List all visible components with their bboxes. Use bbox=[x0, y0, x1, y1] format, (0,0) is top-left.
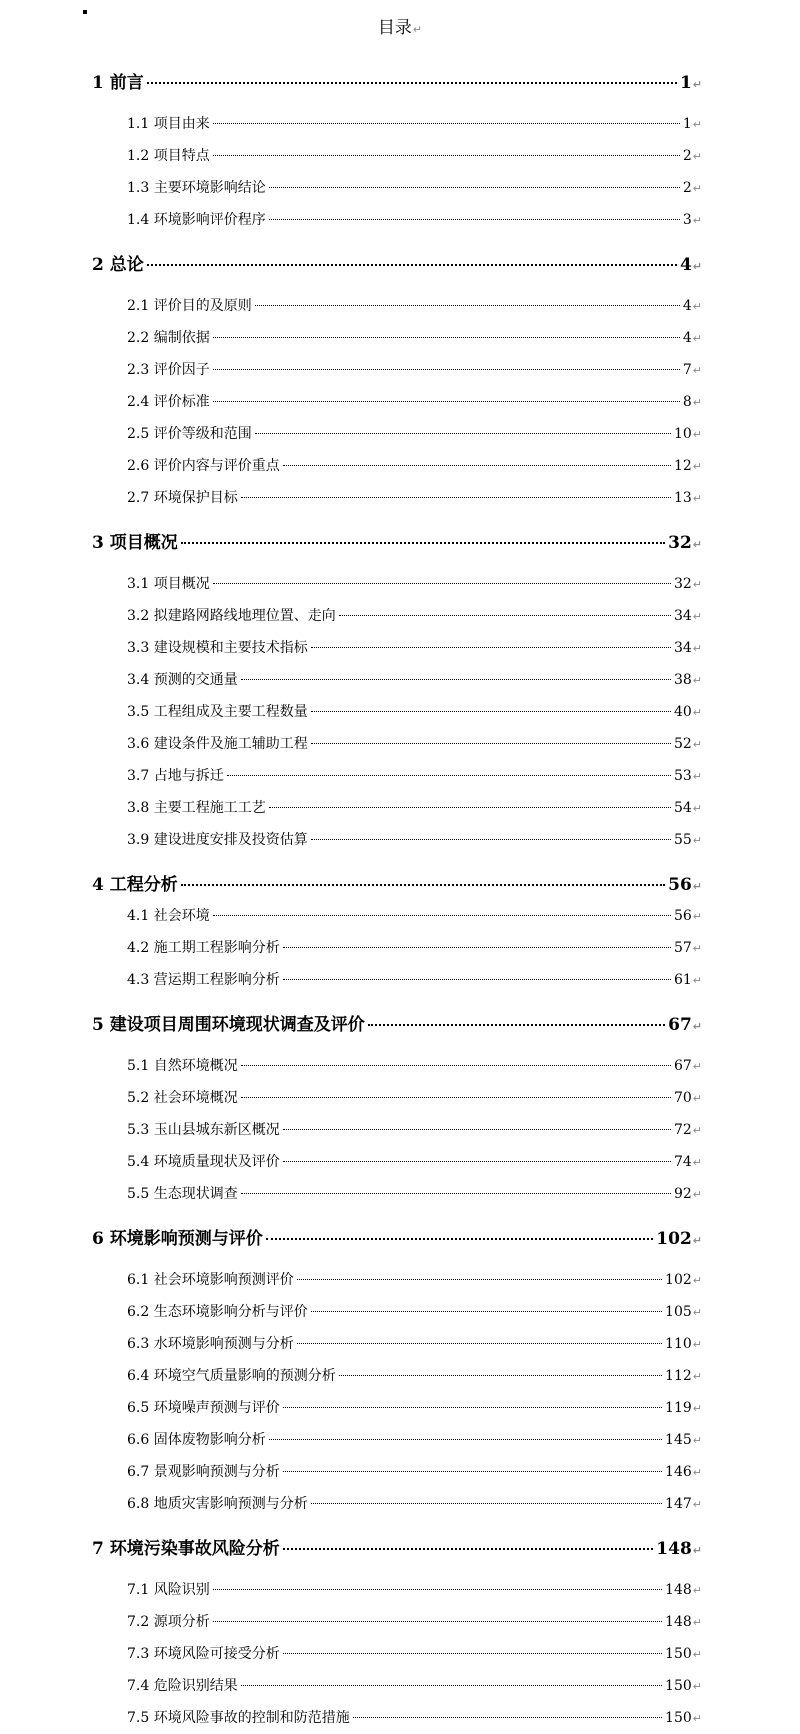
toc-page-number: 34 bbox=[673, 640, 692, 656]
toc-entry-label: 1.3 主要环境影响结论 bbox=[127, 180, 266, 196]
toc-section-entry[interactable] bbox=[127, 455, 702, 475]
toc-section-entry[interactable] bbox=[127, 1365, 702, 1385]
toc-entry-label: 3.2 拟建路网路线地理位置、走向 bbox=[127, 608, 336, 624]
dot-leader bbox=[255, 433, 671, 434]
dot-leader bbox=[147, 82, 677, 84]
dot-leader bbox=[311, 743, 671, 744]
paragraph-mark-icon: ↵ bbox=[692, 260, 702, 273]
toc-page-number: 4 bbox=[679, 255, 692, 275]
paragraph-mark-icon: ↵ bbox=[692, 364, 702, 377]
toc-section-entry[interactable] bbox=[127, 1643, 702, 1663]
toc-section-entry[interactable] bbox=[127, 733, 702, 753]
dot-leader bbox=[283, 1161, 671, 1162]
paragraph-mark-icon: ↵ bbox=[692, 674, 702, 687]
toc-page-number: 1 bbox=[679, 73, 692, 93]
dot-leader bbox=[269, 219, 680, 220]
corner-mark bbox=[83, 10, 87, 14]
paragraph-mark-icon: ↵ bbox=[692, 1584, 702, 1597]
toc-page-number: 7 bbox=[682, 362, 692, 378]
dot-leader bbox=[241, 1193, 671, 1194]
toc-entry-label: 6.5 环境噪声预测与评价 bbox=[127, 1400, 280, 1416]
toc-section-entry[interactable] bbox=[127, 797, 702, 817]
toc-section-entry[interactable] bbox=[127, 1119, 702, 1139]
toc-page-number: 147 bbox=[665, 1496, 692, 1512]
toc-entry-label: 7 环境污染事故风险分析 bbox=[92, 1539, 280, 1559]
paragraph-mark-icon: ↵ bbox=[692, 118, 702, 131]
dot-leader bbox=[147, 264, 677, 266]
dot-leader bbox=[311, 711, 671, 712]
dot-leader bbox=[213, 1589, 662, 1590]
toc-section-entry[interactable] bbox=[127, 605, 702, 625]
toc-entry-label: 2.7 环境保护目标 bbox=[127, 490, 238, 506]
toc-page-number: 150 bbox=[665, 1646, 692, 1662]
toc-chapter-entry[interactable] bbox=[92, 1534, 702, 1559]
dot-leader bbox=[266, 1238, 654, 1240]
dot-leader bbox=[283, 1129, 671, 1130]
paragraph-mark-icon: ↵ bbox=[692, 1498, 702, 1511]
toc-page-number: 105 bbox=[665, 1304, 692, 1320]
paragraph-mark-icon: ↵ bbox=[692, 910, 702, 923]
toc-page-number: 40 bbox=[673, 704, 692, 720]
toc-entry-label: 7.2 源项分析 bbox=[127, 1614, 210, 1630]
dot-leader bbox=[213, 915, 671, 916]
paragraph-mark-icon: ↵ bbox=[692, 538, 702, 551]
toc-section-entry[interactable] bbox=[127, 1333, 702, 1353]
toc-entry-label: 3.1 项目概况 bbox=[127, 576, 210, 592]
toc-page-number: 145 bbox=[665, 1432, 692, 1448]
toc-section-entry[interactable] bbox=[127, 1579, 702, 1599]
toc-chapter-entry[interactable] bbox=[92, 68, 702, 93]
toc-section-entry[interactable] bbox=[127, 423, 702, 443]
dot-leader bbox=[269, 187, 680, 188]
toc-section-entry[interactable] bbox=[127, 669, 702, 689]
toc-page-number: 102 bbox=[665, 1272, 692, 1288]
toc-page-number: 34 bbox=[673, 608, 692, 624]
toc-page-number: 10 bbox=[673, 426, 692, 442]
toc-entry-label: 7.1 风险识别 bbox=[127, 1582, 210, 1598]
dot-leader bbox=[283, 1471, 662, 1472]
dot-leader bbox=[213, 369, 680, 370]
paragraph-mark-icon: ↵ bbox=[692, 300, 702, 313]
toc-entry-label: 6.6 固体废物影响分析 bbox=[127, 1432, 266, 1448]
toc-entry-label: 2.2 编制依据 bbox=[127, 330, 210, 346]
dot-leader bbox=[181, 884, 665, 886]
toc-page-number: 54 bbox=[673, 800, 692, 816]
toc-section-entry[interactable] bbox=[127, 1183, 702, 1203]
toc-entry-label: 1.1 项目由来 bbox=[127, 116, 210, 132]
paragraph-mark-icon: ↵ bbox=[692, 1060, 702, 1073]
paragraph-mark-icon: ↵ bbox=[692, 706, 702, 719]
toc-page-number: 53 bbox=[673, 768, 692, 784]
toc-entry-label: 1.4 环境影响评价程序 bbox=[127, 212, 266, 228]
toc-section-entry[interactable] bbox=[127, 1675, 702, 1695]
toc-chapter-entry[interactable] bbox=[92, 1224, 702, 1249]
toc-entry-label: 6 环境影响预测与评价 bbox=[92, 1229, 263, 1249]
paragraph-mark-icon: ↵ bbox=[692, 1402, 702, 1415]
toc-section-entry[interactable] bbox=[127, 391, 702, 411]
toc-section-entry[interactable] bbox=[127, 1397, 702, 1417]
toc-chapter-entry[interactable] bbox=[92, 1010, 702, 1035]
paragraph-mark-icon: ↵ bbox=[692, 1234, 702, 1247]
toc-entry-label: 2.5 评价等级和范围 bbox=[127, 426, 252, 442]
toc-page-number: 102 bbox=[656, 1229, 692, 1249]
toc-page-number: 67 bbox=[668, 1015, 692, 1035]
toc-section-entry[interactable] bbox=[127, 1151, 702, 1171]
toc-section-entry[interactable] bbox=[127, 937, 702, 957]
dot-leader bbox=[241, 1097, 671, 1098]
toc-section-entry[interactable] bbox=[127, 765, 702, 785]
dot-leader bbox=[213, 1621, 662, 1622]
toc-title: 目录↵ bbox=[377, 18, 423, 38]
toc-page-number: 61 bbox=[673, 972, 692, 988]
dot-leader bbox=[269, 1439, 662, 1440]
toc-entry-label: 5.4 环境质量现状及评价 bbox=[127, 1154, 280, 1170]
toc-section-entry[interactable] bbox=[127, 829, 702, 849]
toc-entry-label: 6.7 景观影响预测与分析 bbox=[127, 1464, 280, 1480]
toc-page-number: 67 bbox=[673, 1058, 692, 1074]
toc-section-entry[interactable] bbox=[127, 359, 702, 379]
toc-entry-label: 1 前言 bbox=[92, 73, 144, 93]
dot-leader bbox=[227, 775, 671, 776]
toc-entry-label: 7.4 危险识别结果 bbox=[127, 1678, 238, 1694]
paragraph-mark-icon: ↵ bbox=[692, 578, 702, 591]
paragraph-mark-icon: ↵ bbox=[692, 1466, 702, 1479]
toc-section-entry[interactable] bbox=[127, 1269, 702, 1289]
toc-page-number: 112 bbox=[665, 1368, 692, 1384]
toc-page-number: 150 bbox=[665, 1678, 692, 1694]
dot-leader bbox=[213, 583, 671, 584]
paragraph-mark-icon: ↵ bbox=[692, 1338, 702, 1351]
dot-leader bbox=[241, 1685, 662, 1686]
paragraph-mark-icon: ↵ bbox=[692, 1544, 702, 1557]
toc-section-entry[interactable] bbox=[127, 1611, 702, 1631]
dot-leader bbox=[241, 497, 671, 498]
toc-page-number: 72 bbox=[673, 1122, 692, 1138]
toc-page-number: 57 bbox=[673, 940, 692, 956]
toc-page-number: 70 bbox=[673, 1090, 692, 1106]
paragraph-mark-icon: ↵ bbox=[692, 396, 702, 409]
paragraph-mark-icon: ↵ bbox=[692, 770, 702, 783]
toc-section-entry[interactable] bbox=[127, 327, 702, 347]
paragraph-mark-icon: ↵ bbox=[692, 1156, 702, 1169]
toc-section-entry[interactable] bbox=[127, 1707, 702, 1727]
toc-chapter-entry[interactable] bbox=[92, 870, 702, 895]
toc-section-entry[interactable] bbox=[127, 1087, 702, 1107]
toc-entry-label: 2 总论 bbox=[92, 255, 144, 275]
toc-section-entry[interactable] bbox=[127, 1493, 702, 1513]
toc-page-number: 119 bbox=[665, 1400, 692, 1416]
toc-page-number: 146 bbox=[665, 1464, 692, 1480]
paragraph-mark-icon: ↵ bbox=[692, 1092, 702, 1105]
toc-section-entry[interactable] bbox=[127, 701, 702, 721]
toc-entry-label: 5.1 自然环境概况 bbox=[127, 1058, 238, 1074]
toc-page-number: 148 bbox=[665, 1614, 692, 1630]
toc-entry-label: 4.3 营运期工程影响分析 bbox=[127, 972, 280, 988]
dot-leader bbox=[353, 1717, 662, 1718]
paragraph-mark-icon: ↵ bbox=[692, 738, 702, 751]
dot-leader bbox=[269, 807, 671, 808]
toc-page-number: 110 bbox=[665, 1336, 692, 1352]
toc-page-number: 8 bbox=[682, 394, 692, 410]
paragraph-mark-icon: ↵ bbox=[692, 1306, 702, 1319]
paragraph-mark-icon: ↵ bbox=[692, 1188, 702, 1201]
toc-entry-label: 6.8 地质灾害影响预测与分析 bbox=[127, 1496, 308, 1512]
paragraph-mark-icon: ↵ bbox=[692, 610, 702, 623]
paragraph-mark-icon: ↵ bbox=[412, 23, 423, 36]
toc-page-number: 55 bbox=[673, 832, 692, 848]
dot-leader bbox=[283, 979, 671, 980]
paragraph-mark-icon: ↵ bbox=[692, 492, 702, 505]
toc-entry-label: 6.4 环境空气质量影响的预测分析 bbox=[127, 1368, 336, 1384]
dot-leader bbox=[297, 1279, 662, 1280]
paragraph-mark-icon: ↵ bbox=[692, 1712, 702, 1725]
toc-entry-label: 3 项目概况 bbox=[92, 533, 178, 553]
toc-entry-label: 6.3 水环境影响预测与分析 bbox=[127, 1336, 294, 1352]
toc-page-number: 2 bbox=[682, 180, 692, 196]
dot-leader bbox=[339, 1375, 662, 1376]
toc-section-entry[interactable] bbox=[127, 637, 702, 657]
toc-entry-label: 7.3 环境风险可接受分析 bbox=[127, 1646, 280, 1662]
toc-page-number: 32 bbox=[673, 576, 692, 592]
toc-section-entry[interactable] bbox=[127, 145, 702, 165]
dot-leader bbox=[339, 615, 671, 616]
toc-entry-label: 2.1 评价目的及原则 bbox=[127, 298, 252, 314]
toc-section-entry[interactable] bbox=[127, 177, 702, 197]
toc-section-entry[interactable] bbox=[127, 295, 702, 315]
paragraph-mark-icon: ↵ bbox=[692, 834, 702, 847]
paragraph-mark-icon: ↵ bbox=[692, 642, 702, 655]
toc-page-number: 38 bbox=[673, 672, 692, 688]
toc-page-number: 1 bbox=[682, 116, 692, 132]
toc-page-number: 4 bbox=[682, 330, 692, 346]
dot-leader bbox=[311, 839, 671, 840]
toc-chapter-entry[interactable] bbox=[92, 250, 702, 275]
toc-page-number: 2 bbox=[682, 148, 692, 164]
dot-leader bbox=[213, 337, 680, 338]
paragraph-mark-icon: ↵ bbox=[692, 1680, 702, 1693]
toc-entry-label: 5.2 社会环境概况 bbox=[127, 1090, 238, 1106]
toc-page-number: 148 bbox=[665, 1582, 692, 1598]
dot-leader bbox=[213, 401, 680, 402]
toc-entry-label: 5.5 生态现状调查 bbox=[127, 1186, 238, 1202]
dot-leader bbox=[241, 679, 671, 680]
paragraph-mark-icon: ↵ bbox=[692, 1274, 702, 1287]
toc-entry-label: 3.3 建设规模和主要技术指标 bbox=[127, 640, 308, 656]
toc-entry-label: 2.4 评价标准 bbox=[127, 394, 210, 410]
dot-leader bbox=[283, 465, 671, 466]
toc-entry-label: 1.2 项目特点 bbox=[127, 148, 210, 164]
toc-entry-label: 3.4 预测的交通量 bbox=[127, 672, 238, 688]
dot-leader bbox=[297, 1343, 662, 1344]
paragraph-mark-icon: ↵ bbox=[692, 1020, 702, 1033]
dot-leader bbox=[213, 155, 680, 156]
toc-section-entry[interactable] bbox=[127, 969, 702, 989]
toc-section-entry[interactable] bbox=[127, 1301, 702, 1321]
paragraph-mark-icon: ↵ bbox=[692, 78, 702, 91]
toc-entry-label: 6.1 社会环境影响预测评价 bbox=[127, 1272, 294, 1288]
toc-section-entry[interactable] bbox=[127, 905, 702, 925]
toc-entry-label: 3.9 建设进度安排及投资估算 bbox=[127, 832, 308, 848]
toc-entry-label: 4 工程分析 bbox=[92, 875, 178, 895]
toc-entry-label: 3.5 工程组成及主要工程数量 bbox=[127, 704, 308, 720]
dot-leader bbox=[368, 1024, 665, 1026]
toc-page-number: 56 bbox=[673, 908, 692, 924]
paragraph-mark-icon: ↵ bbox=[692, 1616, 702, 1629]
dot-leader bbox=[283, 1653, 662, 1654]
dot-leader bbox=[283, 1407, 662, 1408]
toc-chapter-entry[interactable] bbox=[92, 528, 702, 553]
dot-leader bbox=[213, 123, 680, 124]
toc-page-number: 32 bbox=[668, 533, 692, 553]
toc-page-number: 4 bbox=[682, 298, 692, 314]
toc-page-number: 92 bbox=[673, 1186, 692, 1202]
dot-leader bbox=[255, 305, 680, 306]
toc-entry-label: 3.6 建设条件及施工辅助工程 bbox=[127, 736, 308, 752]
toc-section-entry[interactable] bbox=[127, 113, 702, 133]
dot-leader bbox=[181, 542, 665, 544]
paragraph-mark-icon: ↵ bbox=[692, 1434, 702, 1447]
toc-section-entry[interactable] bbox=[127, 1055, 702, 1075]
dot-leader bbox=[241, 1065, 671, 1066]
paragraph-mark-icon: ↵ bbox=[692, 802, 702, 815]
toc-entry-label: 3.7 占地与拆迁 bbox=[127, 768, 224, 784]
paragraph-mark-icon: ↵ bbox=[692, 332, 702, 345]
toc-entry-label: 3.8 主要工程施工工艺 bbox=[127, 800, 266, 816]
toc-page-number: 13 bbox=[673, 490, 692, 506]
paragraph-mark-icon: ↵ bbox=[692, 1370, 702, 1383]
toc-page-number: 3 bbox=[682, 212, 692, 228]
paragraph-mark-icon: ↵ bbox=[692, 460, 702, 473]
dot-leader bbox=[311, 647, 671, 648]
toc-entry-label: 6.2 生态环境影响分析与评价 bbox=[127, 1304, 308, 1320]
paragraph-mark-icon: ↵ bbox=[692, 974, 702, 987]
dot-leader bbox=[283, 1548, 654, 1550]
paragraph-mark-icon: ↵ bbox=[692, 150, 702, 163]
toc-entry-label: 5 建设项目周围环境现状调查及评价 bbox=[92, 1015, 365, 1035]
toc-entry-label: 2.3 评价因子 bbox=[127, 362, 210, 378]
paragraph-mark-icon: ↵ bbox=[692, 1648, 702, 1661]
paragraph-mark-icon: ↵ bbox=[692, 1124, 702, 1137]
dot-leader bbox=[311, 1311, 662, 1312]
toc-page-number: 148 bbox=[656, 1539, 692, 1559]
toc-section-entry[interactable] bbox=[127, 487, 702, 507]
paragraph-mark-icon: ↵ bbox=[692, 880, 702, 893]
toc-page-number: 56 bbox=[668, 875, 692, 895]
paragraph-mark-icon: ↵ bbox=[692, 182, 702, 195]
toc-entry-label: 5.3 玉山县城东新区概况 bbox=[127, 1122, 280, 1138]
toc-entry-label: 4.1 社会环境 bbox=[127, 908, 210, 924]
paragraph-mark-icon: ↵ bbox=[692, 214, 702, 227]
toc-page-number: 150 bbox=[665, 1710, 692, 1726]
toc-entry-label: 2.6 评价内容与评价重点 bbox=[127, 458, 280, 474]
toc-section-entry[interactable] bbox=[127, 1429, 702, 1449]
dot-leader bbox=[311, 1503, 662, 1504]
toc-section-entry[interactable] bbox=[127, 1461, 702, 1481]
toc-entry-label: 7.5 环境风险事故的控制和防范措施 bbox=[127, 1710, 350, 1726]
toc-entry-label: 4.2 施工期工程影响分析 bbox=[127, 940, 280, 956]
dot-leader bbox=[283, 947, 671, 948]
toc-section-entry[interactable] bbox=[127, 209, 702, 229]
toc-page-number: 74 bbox=[673, 1154, 692, 1170]
toc-section-entry[interactable] bbox=[127, 573, 702, 593]
toc-page-number: 12 bbox=[673, 458, 692, 474]
paragraph-mark-icon: ↵ bbox=[692, 428, 702, 441]
paragraph-mark-icon: ↵ bbox=[692, 942, 702, 955]
toc-page-number: 52 bbox=[673, 736, 692, 752]
